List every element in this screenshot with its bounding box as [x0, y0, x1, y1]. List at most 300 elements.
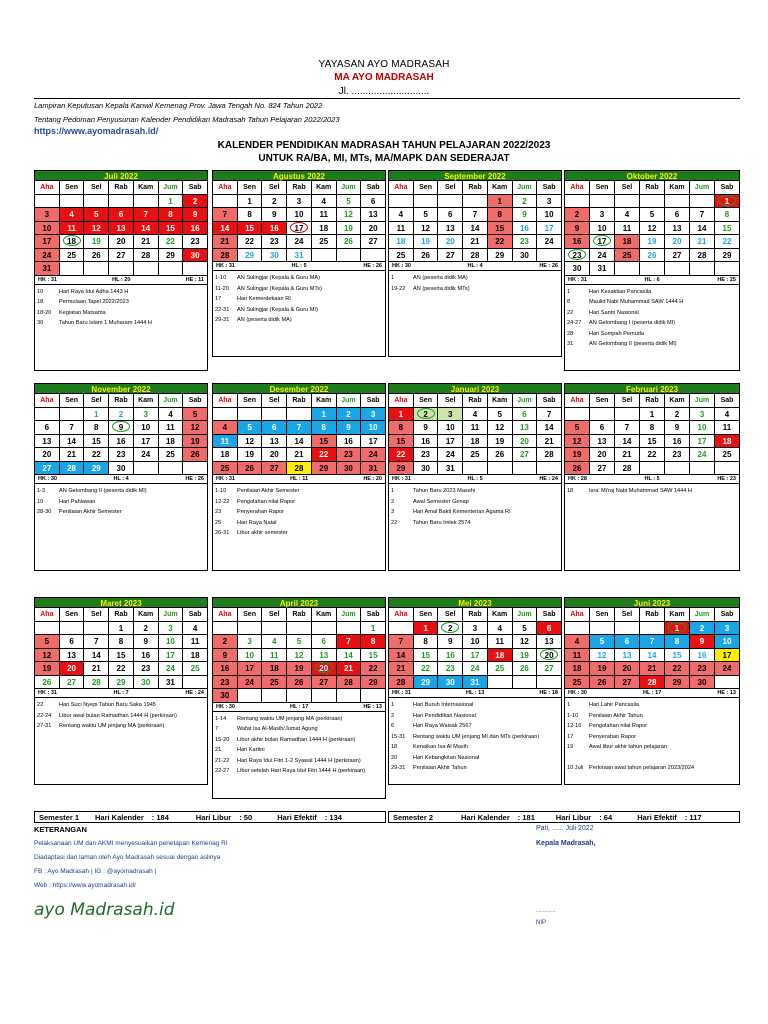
calendar-title: KALENDER PENDIDIKAN MADRASAH TAHUN PELAJARAN 2022/2023	[217, 140, 551, 151]
day-cell	[590, 195, 615, 209]
event-text: Wafat Isa Al-Masih/Jumat Agung	[237, 726, 318, 732]
day-cell	[262, 208, 287, 222]
day-number: 14	[220, 223, 230, 233]
day-number: 10	[42, 223, 52, 233]
day-number: 10	[141, 423, 151, 432]
day-number: 2	[674, 409, 680, 419]
day-cell	[35, 222, 60, 236]
day-cell	[665, 462, 690, 476]
event-date: 26-31	[215, 530, 230, 536]
event-row	[567, 721, 737, 732]
month-stats	[212, 475, 386, 484]
day-number: 2	[222, 637, 228, 646]
day-cell	[438, 195, 463, 209]
month-3	[564, 170, 740, 371]
stat-hl: HL : 17	[290, 703, 309, 710]
day-number: 13	[597, 436, 607, 446]
event-row	[215, 724, 383, 735]
event-text: Libur akhir bulan Ramadhan 1444 H (perkiraan)	[237, 736, 356, 743]
day-number: 3	[699, 409, 705, 419]
day-cell	[665, 649, 690, 663]
day-number: 20	[368, 223, 378, 233]
day-number: 4	[497, 623, 502, 633]
day-cell	[337, 635, 362, 649]
calendar-subtitle: UNTUK RA/BA, MI, MTs, MA/MAPK DAN SEDERAJAT	[258, 153, 510, 164]
day-cell	[715, 235, 740, 249]
day-cell	[590, 222, 615, 236]
event-date: 22	[567, 309, 574, 316]
day-number: 13	[42, 436, 52, 446]
day-number: 16	[672, 436, 682, 446]
day-number: 17	[597, 237, 607, 246]
month-grid	[564, 608, 740, 689]
day-cell	[438, 676, 463, 690]
event-row	[215, 315, 383, 326]
day-number: 3	[599, 210, 605, 219]
day-number: 29	[91, 463, 101, 473]
day-cell	[84, 235, 109, 249]
day-cell	[183, 435, 208, 449]
day-number: 11	[495, 637, 504, 646]
month-events	[388, 484, 562, 571]
event-row	[215, 735, 383, 746]
event-date: 24-27	[567, 320, 582, 326]
day-number: 7	[699, 210, 705, 219]
day-cell	[361, 649, 386, 663]
day-number: 26	[519, 664, 529, 673]
day-number: 22	[165, 237, 175, 246]
day-number: 12	[294, 650, 304, 660]
day-cell	[513, 408, 538, 422]
day-cell	[565, 195, 590, 209]
day-cell	[35, 235, 60, 249]
day-number: 1	[321, 409, 326, 419]
day-number: 30	[697, 677, 707, 687]
stat-hk: HK : 31	[38, 276, 57, 283]
day-number: 22	[495, 237, 505, 246]
day-cell	[565, 262, 590, 276]
day-cell	[183, 462, 208, 476]
event-row	[567, 711, 737, 722]
day-number: 10	[245, 650, 255, 660]
day-cell	[361, 448, 386, 462]
day-cell	[312, 689, 337, 703]
day-number: 12	[572, 436, 582, 446]
event-row	[37, 287, 205, 298]
stat-hl: HL : 5	[291, 263, 307, 269]
day-cell	[84, 408, 109, 422]
month-grid	[564, 181, 740, 276]
day-number: 18	[396, 237, 406, 246]
weekday-header: Sel	[615, 181, 640, 195]
day-cell	[213, 222, 238, 236]
day-number: 23	[519, 237, 529, 246]
day-number: 22	[722, 237, 732, 246]
website-link[interactable]: https://www.ayomadrasah.id/	[34, 126, 159, 136]
day-number: 31	[294, 250, 304, 260]
day-number: 6	[272, 423, 277, 432]
day-number: 15	[396, 436, 406, 446]
month-8	[34, 597, 208, 785]
day-cell	[640, 195, 665, 209]
day-number: 5	[649, 210, 655, 219]
day-cell	[715, 448, 740, 462]
day-number: 12	[190, 423, 200, 432]
day-number: 23	[672, 450, 682, 459]
day-cell	[513, 635, 538, 649]
day-cell	[238, 222, 263, 236]
stat-he: HE : 26	[185, 476, 204, 482]
day-number: 11	[722, 423, 732, 432]
day-cell	[213, 421, 238, 435]
day-cell	[238, 662, 263, 676]
day-cell	[262, 195, 287, 209]
day-number: 3	[546, 196, 552, 206]
event-text: Hari Kesaktian Pancasila	[589, 288, 652, 295]
day-number: 5	[247, 423, 252, 432]
event-row	[567, 297, 737, 308]
month-grid	[388, 394, 562, 475]
day-number: 17	[141, 436, 151, 446]
stat-he: HE : 23	[717, 476, 736, 482]
day-cell	[109, 249, 134, 263]
day-number: 9	[522, 210, 527, 219]
day-number: 2	[423, 409, 428, 419]
stat-hk: HK : 31	[568, 276, 587, 283]
day-number: 11	[190, 637, 200, 646]
day-cell	[361, 635, 386, 649]
day-number: 12	[647, 223, 657, 233]
day-cell	[438, 421, 463, 435]
day-cell	[183, 421, 208, 435]
weekday-header: Sab	[537, 608, 562, 622]
day-cell	[438, 408, 463, 422]
day-cell	[690, 222, 715, 236]
day-cell	[414, 462, 439, 476]
event-row	[215, 528, 383, 539]
weekday-header: Aha	[389, 394, 414, 408]
weekday-header: Kam	[134, 608, 159, 622]
day-number: 7	[69, 423, 74, 432]
day-cell	[438, 235, 463, 249]
day-cell	[513, 249, 538, 263]
event-row	[391, 273, 559, 284]
day-cell	[715, 662, 740, 676]
day-cell	[565, 208, 590, 222]
day-number: 7	[546, 409, 552, 419]
day-number: 4	[398, 210, 404, 219]
day-number: 7	[296, 423, 302, 432]
day-cell	[565, 635, 590, 649]
day-cell	[35, 262, 60, 276]
day-cell	[60, 676, 85, 690]
day-cell	[84, 448, 109, 462]
day-number: 25	[396, 250, 406, 260]
day-cell	[238, 195, 263, 209]
day-cell	[389, 462, 414, 476]
event-date	[567, 753, 589, 764]
day-cell	[84, 262, 109, 276]
day-number: 28	[91, 677, 101, 687]
day-number: 20	[269, 450, 279, 459]
day-cell	[238, 435, 263, 449]
day-cell	[312, 462, 337, 476]
day-number: 9	[448, 637, 453, 646]
day-cell	[389, 195, 414, 209]
event-row	[37, 507, 205, 518]
day-cell	[312, 435, 337, 449]
event-text: Hari Raya Natal	[237, 519, 277, 526]
weekday-header: Rab	[287, 394, 312, 408]
highlight-circle	[441, 622, 459, 633]
sign-nip: NIP	[536, 920, 547, 926]
event-date: 19-22	[391, 285, 406, 292]
day-cell	[690, 649, 715, 663]
weekday-header: Aha	[35, 394, 60, 408]
day-cell	[488, 462, 513, 476]
semester-2-label: Semester 2	[393, 812, 434, 822]
month-stats	[564, 276, 740, 285]
month-4	[34, 383, 208, 571]
day-cell	[690, 462, 715, 476]
day-number: 19	[495, 436, 505, 446]
day-number: 9	[272, 210, 277, 219]
event-text: AN Gelombang II (peserta didik MI)	[59, 488, 147, 494]
event-text: Awal libur akhir tahun pelajaran	[589, 744, 667, 750]
semester-2-hk: : 181	[517, 812, 535, 822]
day-cell	[183, 262, 208, 276]
day-cell	[183, 635, 208, 649]
day-number: 21	[470, 237, 480, 246]
day-cell	[463, 408, 488, 422]
day-number: 9	[222, 650, 228, 660]
weekday-header: Aha	[35, 181, 60, 195]
day-number: 15	[91, 436, 101, 446]
day-number: 28	[343, 677, 353, 687]
day-cell	[590, 448, 615, 462]
day-number: 16	[269, 223, 279, 233]
event-date: 29-31	[215, 317, 230, 323]
day-number: 28	[470, 250, 480, 260]
day-cell	[615, 262, 640, 276]
stat-hk: HK : 30	[216, 703, 235, 710]
day-cell	[262, 676, 287, 690]
day-number: 19	[42, 664, 52, 673]
weekday-header: Jum	[159, 181, 184, 195]
highlight-circle	[540, 649, 558, 660]
day-cell	[488, 435, 513, 449]
day-cell	[287, 208, 312, 222]
weekday-header: Sab	[361, 608, 386, 622]
event-text: AN Sulingjar (Kepala & Guru MI)	[237, 306, 318, 313]
day-cell	[361, 208, 386, 222]
day-number: 5	[346, 196, 351, 206]
day-cell	[640, 662, 665, 676]
day-number: 14	[294, 436, 304, 446]
day-number: 9	[143, 637, 148, 646]
weekday-header: Sel	[262, 181, 287, 195]
day-cell	[565, 222, 590, 236]
event-text: Penilaian Akhir Semester	[237, 488, 300, 494]
day-number: 5	[44, 637, 50, 646]
day-cell	[615, 635, 640, 649]
day-cell	[337, 689, 362, 703]
day-cell	[565, 448, 590, 462]
weekday-header: Sen	[60, 394, 85, 408]
day-cell	[109, 208, 134, 222]
day-number: 4	[168, 409, 173, 419]
event-date: 17	[215, 296, 222, 302]
event-text: Awal Semester Genap	[413, 498, 469, 505]
event-row	[37, 297, 205, 308]
day-number: 25	[67, 250, 77, 260]
day-number: 14	[697, 223, 707, 233]
day-cell	[640, 649, 665, 663]
day-number: 28	[697, 250, 707, 260]
day-cell	[109, 676, 134, 690]
day-number: 11	[572, 650, 582, 660]
day-cell	[134, 421, 159, 435]
semester-2-he: : 117	[684, 812, 702, 822]
day-number: 1	[168, 196, 173, 206]
weekday-header: Rab	[287, 181, 312, 195]
weekday-header: Sen	[590, 608, 615, 622]
weekday-header: Rab	[640, 181, 665, 195]
day-number: 15	[722, 223, 732, 233]
day-number: 25	[220, 463, 230, 473]
highlight-circle	[290, 222, 308, 233]
day-cell	[615, 408, 640, 422]
day-number: 20	[544, 650, 554, 660]
event-date: 21	[215, 747, 222, 753]
weekday-header: Sel	[84, 394, 109, 408]
event-date: 1	[391, 488, 395, 494]
event-date: 27-31	[37, 723, 52, 729]
day-cell	[238, 235, 263, 249]
day-number: 9	[192, 210, 198, 219]
day-number: 19	[343, 223, 353, 233]
day-cell	[109, 662, 134, 676]
day-number: 18	[220, 450, 230, 459]
stat-hk: HK : 31	[216, 263, 235, 269]
day-cell	[134, 662, 159, 676]
day-number: 6	[448, 210, 453, 219]
day-cell	[615, 649, 640, 663]
day-cell	[590, 649, 615, 663]
day-number: 9	[118, 423, 124, 432]
day-number: 7	[346, 637, 351, 646]
day-number: 10	[294, 210, 304, 219]
day-cell	[361, 408, 386, 422]
day-cell	[665, 622, 690, 636]
weekday-header: Jum	[337, 608, 362, 622]
day-cell	[213, 676, 238, 690]
day-cell	[183, 622, 208, 636]
day-cell	[287, 421, 312, 435]
event-text: AN Sulingjar (Kepala & Guru MTs)	[237, 285, 322, 292]
event-date: 1	[567, 702, 571, 708]
event-text: AN Gelombang II (peserta didik MI)	[589, 341, 677, 347]
day-number: 22	[672, 664, 682, 673]
day-number: 26	[495, 450, 505, 459]
day-cell	[213, 689, 238, 703]
day-cell	[84, 421, 109, 435]
event-row	[391, 721, 559, 732]
day-cell	[213, 408, 238, 422]
event-date: 29-31	[391, 765, 406, 771]
day-cell	[183, 408, 208, 422]
month-10	[388, 597, 562, 785]
day-cell	[337, 435, 362, 449]
event-text: Maulid Nabi Muhammad SAW 1444 H	[589, 299, 684, 305]
day-number: 28	[622, 463, 632, 473]
day-number: 7	[94, 637, 99, 646]
day-cell	[463, 462, 488, 476]
day-number: 21	[697, 237, 707, 246]
day-number: 14	[91, 650, 101, 660]
event-text: Hari Buruh Internasional	[413, 702, 474, 708]
weekday-header: Jum	[337, 394, 362, 408]
day-cell	[590, 622, 615, 636]
day-number: 21	[91, 664, 101, 673]
day-number: 25	[722, 450, 732, 459]
day-number: 2	[574, 210, 580, 219]
day-cell	[361, 195, 386, 209]
event-row	[37, 700, 205, 711]
day-cell	[537, 649, 562, 663]
day-cell	[665, 662, 690, 676]
day-number: 28	[396, 677, 406, 687]
school-name: MA AYO MADRASAH	[334, 72, 434, 83]
day-number: 18	[495, 650, 505, 660]
day-number: 24	[470, 664, 480, 673]
event-row	[567, 308, 737, 319]
day-number: 5	[192, 409, 198, 419]
weekday-header: Rab	[109, 608, 134, 622]
day-number: 19	[572, 450, 582, 459]
day-cell	[513, 208, 538, 222]
day-cell	[134, 635, 159, 649]
month-grid	[212, 394, 386, 475]
event-row	[37, 308, 205, 319]
weekday-header: Aha	[213, 181, 238, 195]
day-number: 19	[245, 450, 255, 459]
day-number: 24	[445, 450, 455, 459]
day-cell	[715, 262, 740, 276]
stat-he: HE : 24	[539, 476, 558, 482]
day-number: 10	[597, 223, 607, 233]
day-number: 23	[269, 237, 279, 246]
month-title: Oktober 2022	[564, 170, 740, 181]
weekday-header: Kam	[134, 394, 159, 408]
day-cell	[389, 222, 414, 236]
weekday-header: Sab	[183, 608, 208, 622]
day-number: 20	[622, 664, 632, 673]
weekday-header: Rab	[640, 608, 665, 622]
day-number: 15	[421, 650, 431, 660]
event-date: 20	[391, 754, 398, 761]
day-number: 27	[622, 677, 632, 687]
weekday-header: Sab	[537, 394, 562, 408]
event-row	[391, 518, 559, 529]
day-number: 9	[699, 637, 705, 646]
event-row	[215, 745, 383, 756]
day-cell	[159, 235, 184, 249]
day-cell	[463, 249, 488, 263]
day-cell	[690, 421, 715, 435]
day-number: 16	[697, 650, 707, 660]
legend-line-1: Pelaksanaan UM dan AKMI menyesuaikan penetapan Kemenag RI	[34, 840, 228, 847]
